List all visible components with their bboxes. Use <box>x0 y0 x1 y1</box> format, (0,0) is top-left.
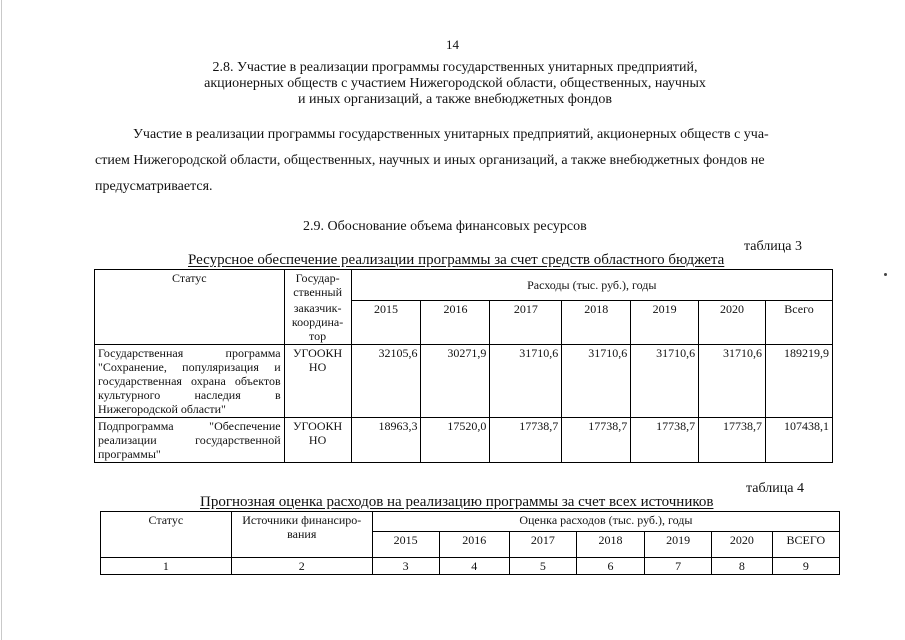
table-4 <box>100 511 840 575</box>
table-3-value-cell: 31710,6 <box>490 345 562 418</box>
table-4-header-estimate: Оценка расходов (тыс. руб.), годы <box>372 512 839 532</box>
table-3-header-year: 2018 <box>562 300 631 345</box>
table-4-header-year: 2017 <box>510 532 577 558</box>
table-4-column-number: 7 <box>645 558 712 575</box>
table-3-value-cell: 32105,6 <box>351 345 421 418</box>
table-4-header-year: 2018 <box>576 532 645 558</box>
table-3-value-cell: 31710,6 <box>699 345 766 418</box>
page-number: 14 <box>446 37 459 52</box>
table-4-caption: Прогнозная оценка расходов на реализацию программы за счет всех источников <box>200 494 714 510</box>
table-4-label: таблица 4 <box>746 481 804 496</box>
table-4-header-year: 2020 <box>711 532 772 558</box>
section-2-8-paragraph-line: стием Нижегородской области, общественных, научных и иных организаций, а также внебюджетных фондов не <box>95 153 765 168</box>
section-2-8-paragraph-line: предусматривается. <box>95 179 213 194</box>
table-3-header-status: Статус <box>95 270 285 345</box>
section-2-8-paragraph-line: Участие в реализации программы государственных унитарных предприятий, акционерных обществ с уча- <box>133 127 769 142</box>
table-3-total-cell: 107438,1 <box>766 418 833 463</box>
table-row <box>95 418 833 463</box>
table-3-value-cell: 17738,7 <box>631 418 699 463</box>
table-4-column-number: 5 <box>510 558 577 575</box>
table-4-header-total: ВСЕГО <box>772 532 839 558</box>
table-3-value-cell: 31710,6 <box>631 345 699 418</box>
table-3-value-cell: 18963,3 <box>351 418 421 463</box>
table-3-status-cell: Государственная программа "Сохранение, популяризация и государственная охрана объектов культурного наследия в Нижегородской области" <box>95 345 285 418</box>
table-3 <box>94 269 833 463</box>
table-3-header-year: 2017 <box>490 300 562 345</box>
section-2-8-title <box>150 60 760 108</box>
table-4-column-number: 8 <box>711 558 772 575</box>
table-3-value-cell: 17520,0 <box>421 418 490 463</box>
table-4-column-number: 4 <box>439 558 510 575</box>
table-4-column-number: 9 <box>772 558 839 575</box>
table-3-customer-cell: УГООКН НО <box>284 418 351 463</box>
table-4-header-year: 2015 <box>372 532 439 558</box>
table-4-header-year: 2019 <box>645 532 712 558</box>
scan-edge-line <box>1 0 2 640</box>
table-3-status-cell: Подпрограмма "Обеспечение реализации государственной программы" <box>95 418 285 463</box>
table-3-header-year: 2020 <box>699 300 766 345</box>
table-4-header-year: 2016 <box>439 532 510 558</box>
section-2-8-title-line: 2.8. Участие в реализации программы государственных унитарных предприятий, <box>212 60 698 75</box>
table-3-value-cell: 31710,6 <box>562 345 631 418</box>
table-3-header-total: Всего <box>766 300 833 345</box>
table-3-value-cell: 17738,7 <box>490 418 562 463</box>
table-3-value-cell: 30271,9 <box>421 345 490 418</box>
table-row <box>101 558 840 575</box>
table-4-column-number: 2 <box>231 558 372 575</box>
table-4-column-number: 6 <box>576 558 645 575</box>
table-3-header-year: 2019 <box>631 300 699 345</box>
table-3-caption: Ресурсное обеспечение реализации программы за счет средств областного бюджета <box>188 252 725 268</box>
section-2-8-title-line: и иных организаций, а также внебюджетных фондов <box>297 92 613 107</box>
table-3-header-year: 2016 <box>421 300 490 345</box>
table-4-header-status: Статус <box>101 512 232 558</box>
table-4-column-number: 3 <box>372 558 439 575</box>
table-3-total-cell: 189219,9 <box>766 345 833 418</box>
table-3-value-cell: 17738,7 <box>562 418 631 463</box>
table-4-header-sources: Источники финансиро- вания <box>231 512 372 558</box>
table-3-header-year: 2015 <box>351 300 421 345</box>
table-row <box>95 345 833 418</box>
table-3-header-customer: Государ- ственный <box>284 270 351 301</box>
table-3-customer-cell: УГООКН НО <box>284 345 351 418</box>
section-2-8-title-line: акционерных обществ с участием Нижегородской области, общественных, научных <box>204 76 706 91</box>
table-3-header-customer-cont: заказчик- координа- тор <box>284 300 351 345</box>
table-3-header-expenses: Расходы (тыс. руб.), годы <box>351 270 832 301</box>
scan-speck <box>884 273 887 276</box>
table-3-value-cell: 17738,7 <box>699 418 766 463</box>
table-3-label: таблица 3 <box>744 239 802 254</box>
section-2-9-title: 2.9. Обоснование объема финансовых ресурсов <box>303 219 587 234</box>
table-4-column-number: 1 <box>101 558 232 575</box>
